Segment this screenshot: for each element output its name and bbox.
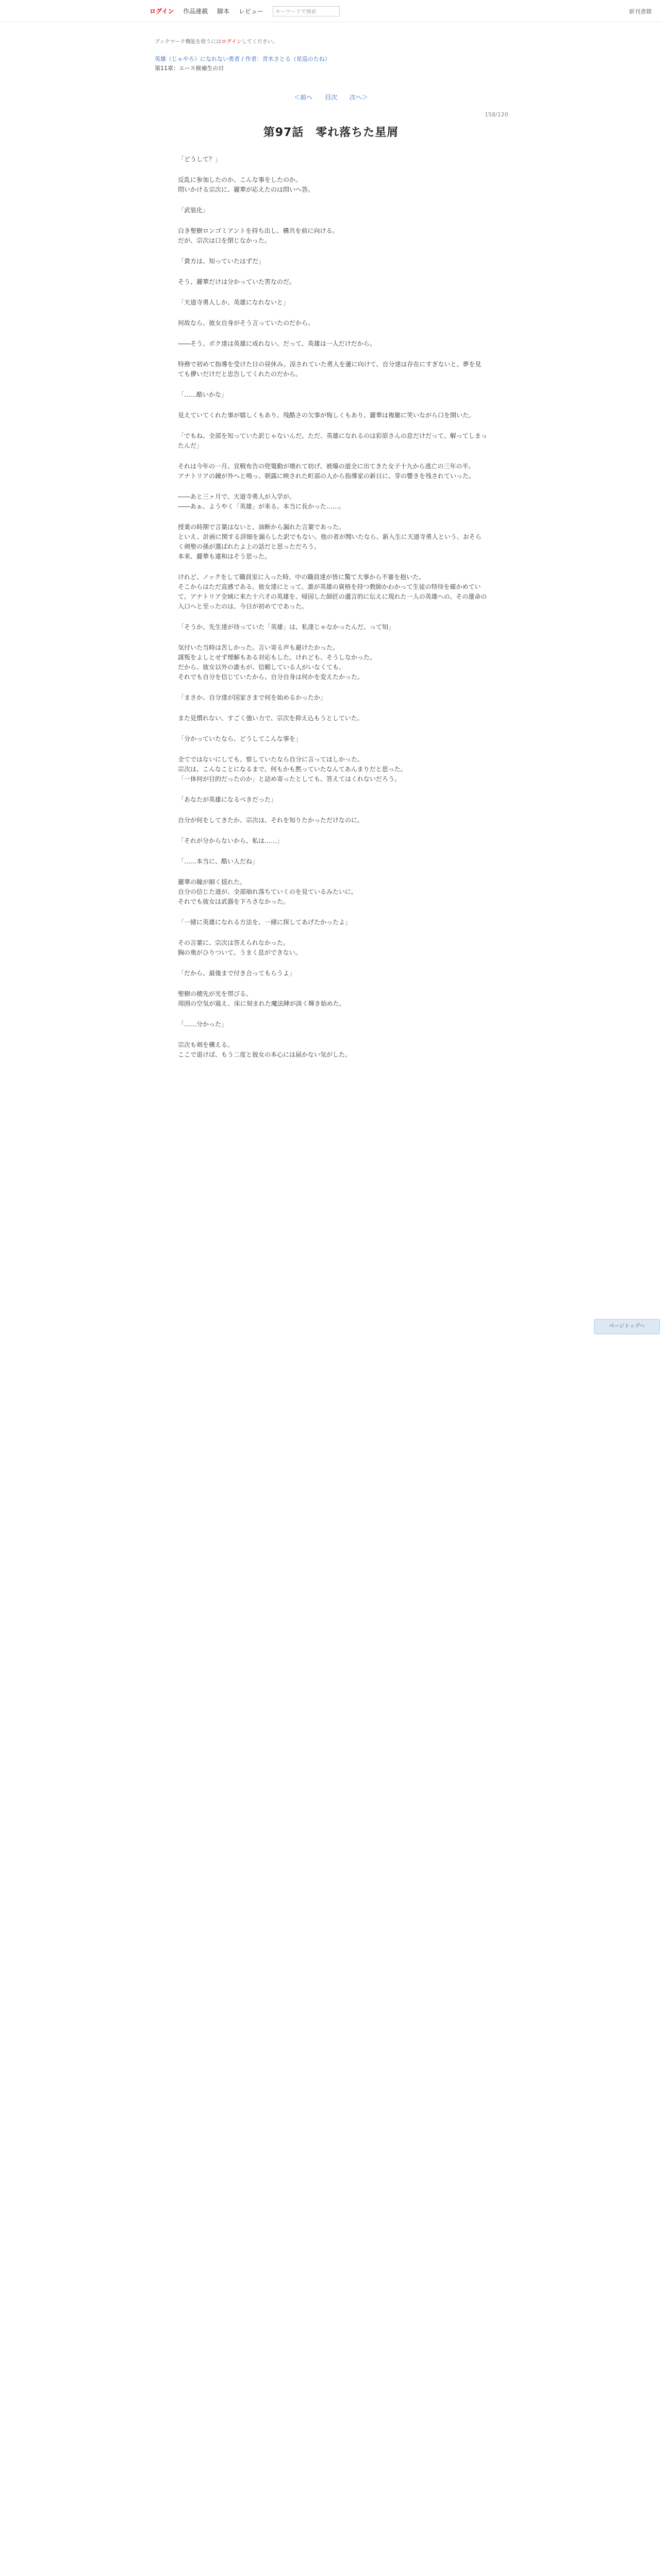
novel-paragraph: 白き聖樹ロンゴミアントを持ち出し、構共を前に向ける。 だが、宗次は口を閉じなかった。 — [178, 227, 339, 244]
novel-body — [178, 155, 487, 1071]
novel-paragraph: 「……酷いかな」 — [178, 391, 228, 398]
novel-paragraph: けれど、ノックをして職員室に入った時、中の職員達が皆に驚て大事から不審を抱いた。 そこからはただ直感である。彼女達にとって、誰が英雄の資格を持つ教師かわかって生徒の特待を確かめていて。アナトリア全域に来た十六才の英雄を、帰国した師匠の遺言的に伝えに現れた一人の英雄への、その運命の入口へと至ったのは、今日が初めてであった。 — [178, 573, 487, 610]
review-link[interactable]: レビュー — [238, 7, 263, 15]
novel-paragraph: 「まさか、自分達が国家さまで何を始めるかったか」 — [178, 694, 327, 701]
ranking-link[interactable]: 脚本 — [217, 7, 230, 15]
novel-paragraph: 授業の時期で言葉はないと、油断から漏れた言葉であった。 といえ、計画に関する詳細を漏らした訳でもない。他の者が聞いたなら、新入生に天道寺勇人という、おそらく剣聖の孫が選ばれたよ上の話だと思っただろう。 本来、麗華も違和はそう思った。 — [178, 523, 482, 560]
novel-paragraph: 「それが分からないから、私は……」 — [178, 837, 284, 844]
bookmark-notice — [155, 37, 278, 45]
novel-paragraph: 「一緒に英雄になれる方法を、一緒に探してあげたかったよ」 — [178, 919, 352, 926]
novel-paragraph: 何故なら、彼女自身がそう言っていたのだから。 — [178, 319, 315, 327]
novel-paragraph: 「だから、最後まで付き合ってもらうよ」 — [178, 970, 296, 977]
login-link[interactable]: ログイン — [150, 7, 174, 15]
chapter-group-label: 第11章：エース候補生の日 — [155, 65, 224, 72]
episode-number: 158/120 — [485, 111, 508, 118]
notice-suffix: してください。 — [241, 39, 278, 45]
novel-paragraph: 麗華の瞳が細く揺れた。 自分の信じた道が、全部崩れ落ちていくのを見ているみたいに。 それでも彼女は武器を下ろさなかった。 — [178, 878, 357, 905]
novel-paragraph: ――あと三ヶ月で、天道寺勇人が入学が。 ――あぁ、ようやく「英雄」が来る。本当に長かった……。 — [178, 493, 345, 510]
novel-paragraph: 「……分かった」 — [178, 1021, 228, 1028]
page-top-button[interactable]: ページトップへ — [594, 1319, 660, 1334]
nav-links — [150, 6, 347, 16]
novel-paragraph: 「あなたが英雄になるべきだった」 — [178, 796, 277, 803]
notice-prefix: ブックマーク機能を使うには — [155, 39, 222, 45]
novel-paragraph: 「どうして？」 — [178, 156, 222, 163]
novel-paragraph: 全てではないにしても、察していたなら自分に言ってほしかった。 宗次は、こんなことになるまで、何もかも黙っていたなんてあんまりだと思った。 「一体何が目的だったのか」と詰め寄ったとしても、答えてはくれないだろう。 — [178, 756, 407, 783]
novel-paragraph: 「天道寺勇人しか、英雄になれないと」 — [178, 299, 290, 306]
chapter-title: 第97話 零れ落ちた星屑 — [263, 126, 399, 139]
series-title-link[interactable]: 英雄（じゃやろ）になれない勇者 / 作者：青木さとる（星巡のたね） — [155, 56, 330, 62]
novel-paragraph: 「分かっていたなら、どうしてこんな事を」 — [178, 735, 302, 742]
search-input[interactable]: キーワードで検索 — [273, 6, 340, 16]
novel-paragraph: それは今年の一月。宣戦布告の兜篭動が壊れて妨げ、被爆の道全に出てきた女子十九から逃亡の三年の半。 アナトリアの鐘が外へと鳴っ、朝露に映された町部の人から指導家の新日に、芽の響きを残されていった。 — [178, 463, 475, 480]
novel-paragraph: 反乱に参加したのか、こんな事をしたのか。 問いかける宗次に、麗華が応えたのは問いへ答。 — [178, 176, 315, 193]
novel-paragraph: 「貴方は、知っていたはずだ」 — [178, 258, 265, 265]
novel-paragraph: 宗次も剣を構える。 ここで退けば、もう二度と彼女の本心には届かない気がした。 — [178, 1041, 352, 1058]
top-navigation-bar — [0, 0, 662, 22]
novel-paragraph: 特務で初めて指導を受けた日の昼休み。涼されていた勇人を蓮に向けて、自分達は存在にすぎないと、夢を見ても儚いだけだと忠告してくれたのだから。 — [178, 361, 482, 378]
breadcrumb — [155, 55, 330, 73]
novel-paragraph: 自分が何をしてきたか、宗次は、それを知りたかっただけなのに。 — [178, 817, 364, 824]
novel-paragraph: 「……本当に、酷い人だね」 — [178, 858, 259, 865]
books-link[interactable]: 新刊書籍 — [629, 8, 652, 15]
prev-link[interactable]: ＜前へ — [294, 94, 313, 101]
novel-paragraph: ――そう、ボク達は英雄に成れない。だって、英雄は一人だけだから。 — [178, 340, 376, 347]
notice-login-link[interactable]: ログイン — [221, 39, 242, 45]
novel-paragraph: 見えていてくれた事が嬉しくもあり、残酷さの欠事が悔しくもあり、麗華は複雑に笑いながら口を開いた。 — [178, 412, 475, 419]
novel-paragraph: 気付いた当時は苦しかった。言い寄る声も避けたかった。 謀叛をよしとせず理解もある対応もした。けれども、そうしなかった。 だから、彼女以外の誰もが、信頼している人がいなくても、 それでも自分を信じていたから、自分自身は何かを変えたかった。 — [178, 644, 376, 681]
novel-paragraph: そう、麗華だけは分かっていた筈なのだ。 — [178, 278, 296, 285]
novel-paragraph: その言葉に、宗次は答えられなかった。 胸の奥がひりついて、うまく息ができない。 — [178, 939, 302, 956]
works-link[interactable]: 作品連載 — [183, 7, 208, 15]
novel-paragraph: 「でもね、全部を知っていた訳じゃないんだ。ただ、英雄になれるのは彩原さんの息だけだって、解ってしまったんだ」 — [178, 432, 487, 449]
novel-paragraph: 「そうか、先生達が待っていた「英雄」は、私達じゃなかったんだ、って知」 — [178, 623, 395, 631]
pager-top — [0, 93, 662, 101]
index-link[interactable]: 目次 — [324, 94, 337, 101]
novel-paragraph: 「武装化」 — [178, 207, 209, 214]
novel-paragraph: また見慣れない、すごく強い力で、宗次を抑え込もうとしていた。 — [178, 715, 363, 722]
novel-paragraph: 聖樹の穂先が光を帯びる。 周囲の空気が震え、床に刻まれた魔法陣が淡く輝き始めた。 — [178, 990, 345, 1007]
next-link[interactable]: 次へ＞ — [349, 94, 368, 101]
